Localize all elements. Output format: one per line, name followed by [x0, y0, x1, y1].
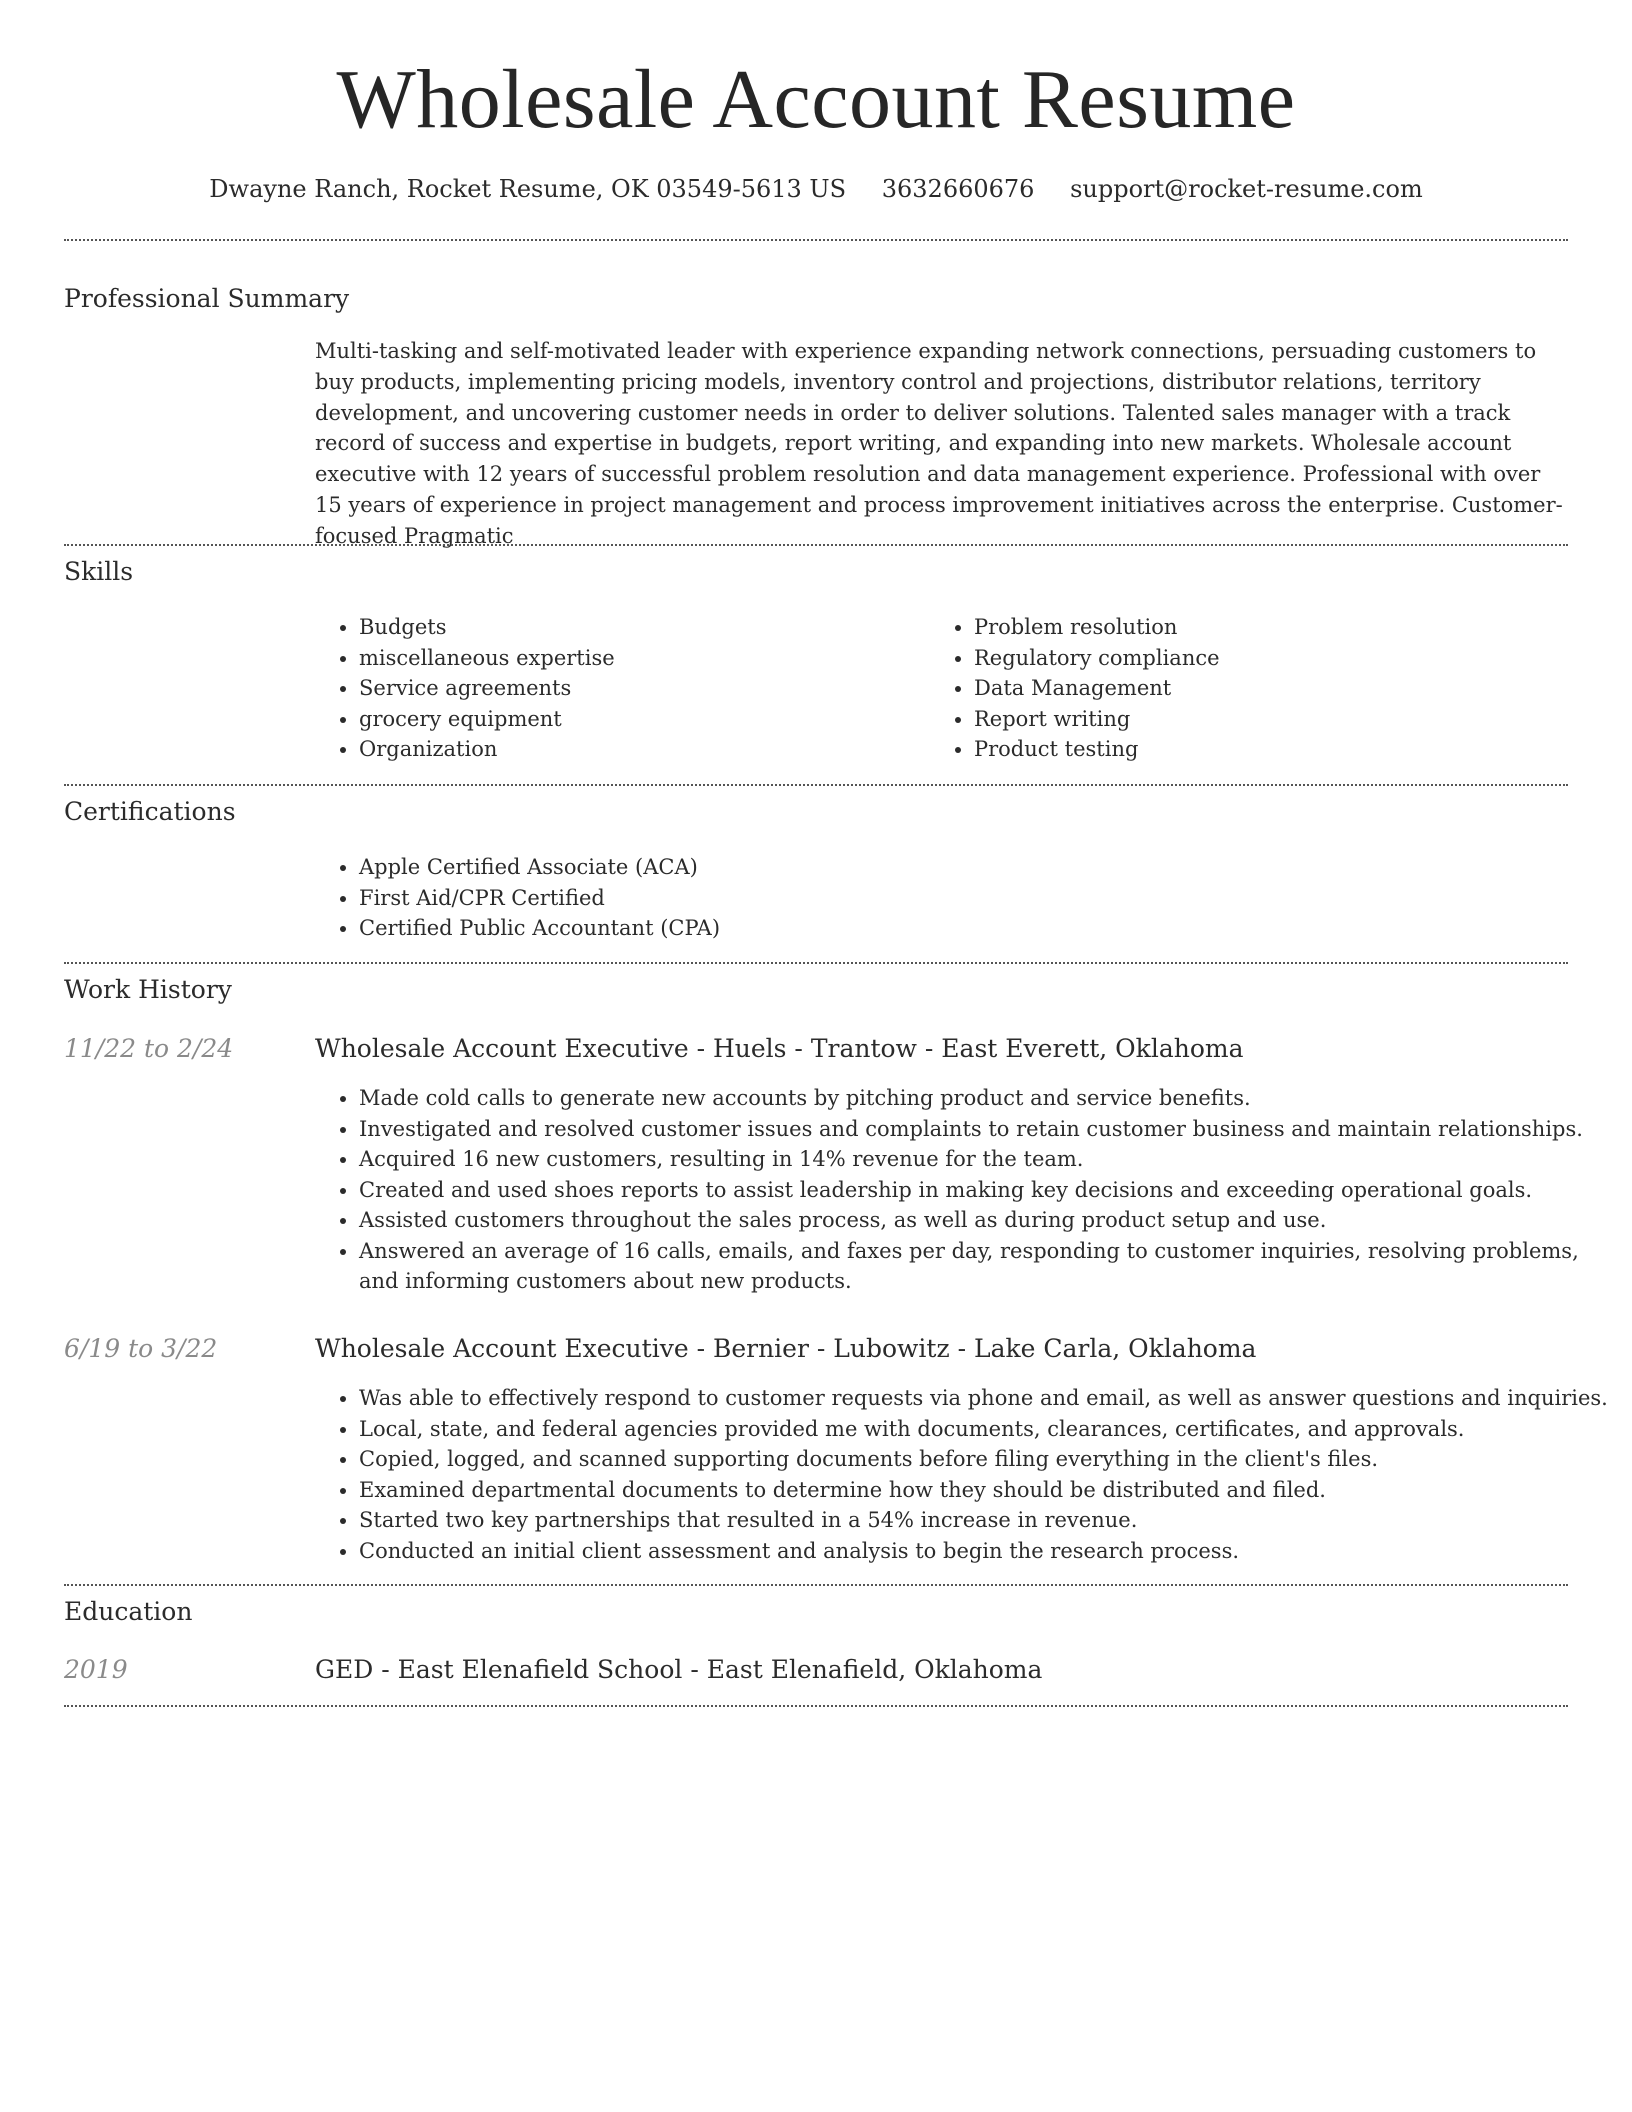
job-bullet: • Answered an average of 16 calls, emails, and faxes per day, responding to customer inquiries, resolving problems, and informing customers about new products. — [359, 1236, 1612, 1297]
certification-item: • First Aid/CPR Certified — [359, 883, 1559, 914]
contact-address: Dwayne Ranch, Rocket Resume, OK 03549-5613 US — [209, 175, 847, 203]
contact-line — [0, 169, 1632, 209]
job-dates: 11/22 to 2/24 — [64, 1034, 234, 1063]
skill-item: • Service agreements — [359, 673, 919, 704]
skill-item: • Organization — [359, 734, 919, 765]
job-role: Wholesale Account Executive — [315, 1334, 689, 1363]
resume-title: Wholesale Account Resume — [336, 53, 1296, 146]
skill-item: • Product testing — [974, 734, 1574, 765]
section-title-summary: Professional Summary — [64, 284, 350, 313]
job-bullets — [315, 1083, 1612, 1297]
contact-phone: 3632660676 — [881, 175, 1035, 203]
divider — [64, 1584, 1568, 1586]
section-title-work-history: Work History — [64, 975, 232, 1004]
divider — [64, 784, 1568, 786]
skills-list-left — [315, 612, 919, 765]
job-role: Wholesale Account Executive — [315, 1034, 689, 1063]
summary-text: Multi-tasking and self-motivated leader with experience expanding network connections, persuading customers to buy products, implementing pricing models, inventory control and projections, distributor relations, territory development, and uncovering customer needs in order to deliver solutions. Talented sales manager with a track record of success and expertise in budgets, report writing, and expanding into new markets. Wholesale account executive with 12 years of successful problem resolution and data management experience. Professional with over 15 years of experience in project management and process improvement initiatives across the enterprise. Customer-focused Pragmatic — [315, 339, 1563, 548]
skill-item: • Regulatory compliance — [974, 643, 1574, 674]
section-title-education: Education — [64, 1597, 193, 1626]
job-dates: 6/19 to 3/22 — [64, 1334, 218, 1363]
skill-item: • Problem resolution — [974, 612, 1574, 643]
skill-item: • Report writing — [974, 704, 1574, 735]
job-bullet: • Investigated and resolved customer issues and complaints to retain customer business and maintain relationships. — [359, 1114, 1612, 1145]
job-bullet: • Local, state, and federal agencies provided me with documents, clearances, certificates, and approvals. — [359, 1414, 1612, 1445]
job-title — [315, 1032, 1243, 1066]
job-bullet: • Created and used shoes reports to assist leadership in making key decisions and exceeding operational goals. — [359, 1175, 1612, 1206]
skill-item: • Data Management — [974, 673, 1574, 704]
divider — [64, 239, 1568, 241]
job-details: - Bernier - Lubowitz - Lake Carla, Oklahoma — [688, 1334, 1257, 1363]
job-bullet: • Acquired 16 new customers, resulting in 14% revenue for the team. — [359, 1144, 1612, 1175]
job-bullet: • Was able to effectively respond to customer requests via phone and email, as well as answer questions and inquiries. — [359, 1383, 1612, 1414]
job-bullet: • Started two key partnerships that resulted in a 54% increase in revenue. — [359, 1505, 1612, 1536]
education-year: 2019 — [64, 1655, 128, 1684]
section-title-skills: Skills — [64, 557, 134, 586]
job-bullet: • Conducted an initial client assessment and analysis to begin the research process. — [359, 1536, 1612, 1567]
section-title-certifications: Certifications — [64, 797, 236, 826]
job-bullets — [315, 1383, 1612, 1566]
job-bullet: • Assisted customers throughout the sales process, as well as during product setup and use. — [359, 1205, 1612, 1236]
job-bullet: • Copied, logged, and scanned supporting documents before filing everything in the client's files. — [359, 1444, 1612, 1475]
certification-item: • Apple Certified Associate (ACA) — [359, 852, 1559, 883]
divider — [64, 1705, 1568, 1707]
certifications-list — [315, 852, 1559, 944]
divider — [64, 962, 1568, 964]
job-details: - Huels - Trantow - East Everett, Oklahoma — [688, 1034, 1244, 1063]
divider — [64, 544, 1568, 546]
skill-item: • miscellaneous expertise — [359, 643, 919, 674]
job-bullet: • Made cold calls to generate new accounts by pitching product and service benefits. — [359, 1083, 1612, 1114]
certification-item: • Certified Public Accountant (CPA) — [359, 913, 1559, 944]
job-bullet: • Examined departmental documents to determine how they should be distributed and filed. — [359, 1475, 1612, 1506]
skills-list-right — [930, 612, 1574, 765]
job-title — [315, 1332, 1256, 1366]
skill-item: • Budgets — [359, 612, 919, 643]
contact-email: support@rocket-resume.com — [1070, 175, 1423, 203]
skill-item: • grocery equipment — [359, 704, 919, 735]
education-entry: GED - East Elenafield School - East Elenafield, Oklahoma — [315, 1655, 1043, 1684]
